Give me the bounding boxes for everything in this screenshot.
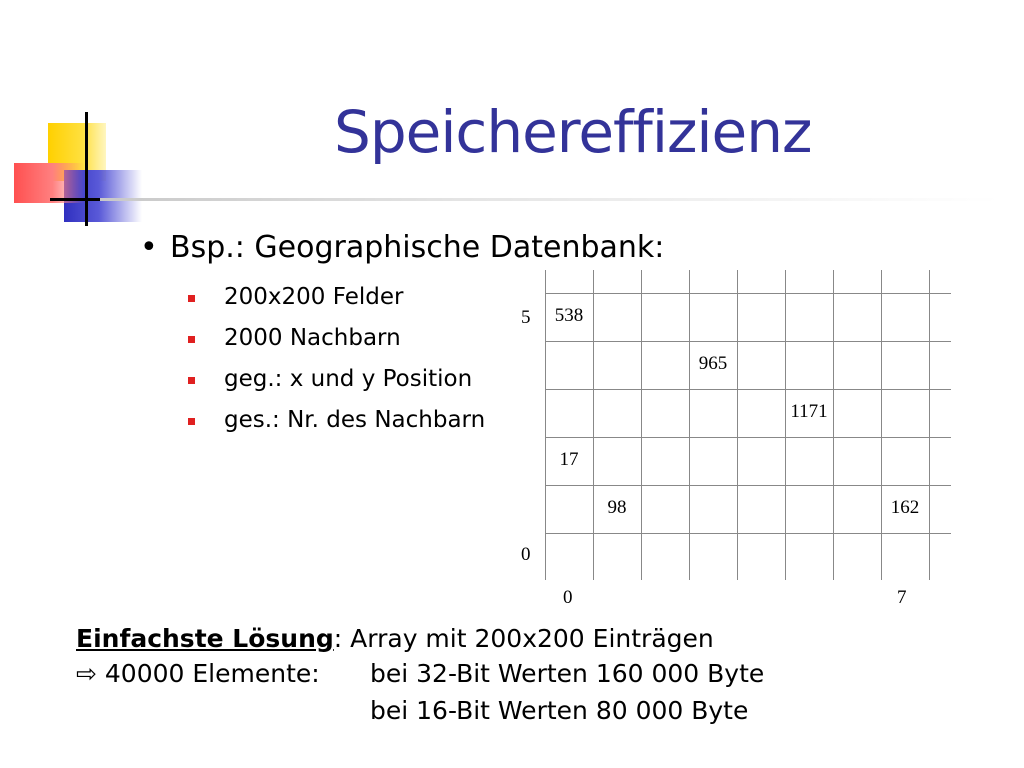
grid-cell-value: 98 bbox=[607, 497, 627, 518]
sub-item-text: geg.: x und y Position bbox=[224, 366, 473, 392]
grid-cell-value: 17 bbox=[559, 449, 579, 470]
logo-vertical-line bbox=[85, 112, 88, 226]
main-bullet bbox=[140, 230, 664, 265]
elements-line bbox=[76, 659, 320, 688]
red-square-bullet bbox=[188, 336, 195, 343]
solution-label: Einfachste Lösung bbox=[76, 624, 334, 653]
y-axis-label-top: 5 bbox=[521, 307, 531, 328]
solution-text: : Array mit 200x200 Einträgen bbox=[333, 624, 714, 653]
red-square-bullet bbox=[188, 418, 195, 425]
grid-lines bbox=[545, 270, 951, 580]
bullet-dot: • bbox=[140, 230, 158, 265]
grid-cell-value: 538 bbox=[554, 305, 584, 326]
x-axis-label-left: 0 bbox=[563, 587, 573, 608]
slide-title: Speichereffizienz bbox=[334, 98, 812, 166]
y-axis-label-bottom: 0 bbox=[521, 544, 531, 565]
sub-item-text: 200x200 Felder bbox=[224, 284, 404, 310]
bytes-32bit: bei 32-Bit Werten 160 000 Byte bbox=[370, 659, 765, 688]
sub-item-text: 2000 Nachbarn bbox=[224, 325, 401, 351]
grid-cell-value: 162 bbox=[890, 497, 920, 518]
red-square-bullet bbox=[188, 295, 195, 302]
title-underline-rule bbox=[100, 198, 1000, 201]
bytes-16bit: bei 16-Bit Werten 80 000 Byte bbox=[370, 696, 749, 725]
red-square-bullet bbox=[188, 377, 195, 384]
sub-item-text: ges.: Nr. des Nachbarn bbox=[224, 407, 486, 433]
position-grid bbox=[545, 270, 951, 580]
logo-red-square bbox=[14, 163, 84, 203]
main-bullet-text: Bsp.: Geographische Datenbank: bbox=[170, 230, 665, 265]
grid-cell-value: 1171 bbox=[790, 401, 828, 422]
grid-cell-value: 965 bbox=[698, 353, 728, 374]
arrow-icon: ⇨ bbox=[76, 659, 97, 688]
x-axis-label-right: 7 bbox=[897, 587, 907, 608]
elements-text: 40000 Elemente: bbox=[104, 659, 320, 688]
solution-line bbox=[76, 624, 714, 653]
